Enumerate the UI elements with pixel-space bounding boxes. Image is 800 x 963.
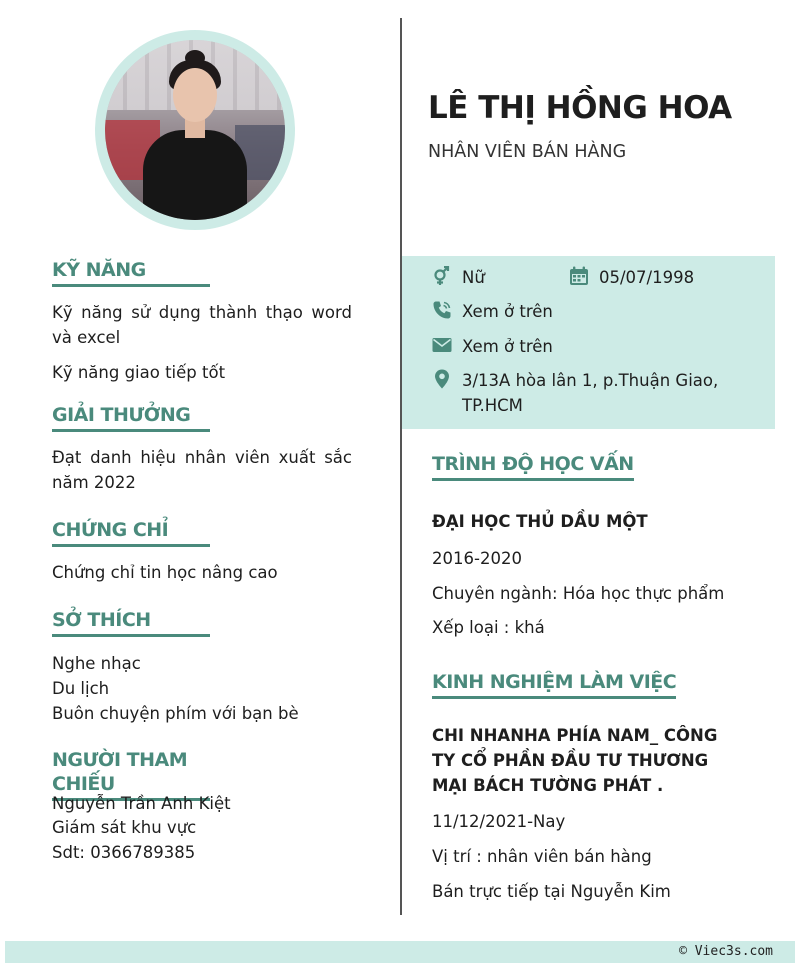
calendar-icon bbox=[569, 266, 589, 286]
avatar bbox=[105, 40, 285, 220]
location-icon bbox=[432, 369, 452, 389]
footer-bar bbox=[5, 941, 795, 963]
column-divider bbox=[400, 18, 402, 915]
references-heading: NGƯỜI THAM CHIẾU bbox=[52, 748, 210, 801]
company-name: CHI NHANHA PHÍA NAM_ CÔNG TY CỔ PHẦN ĐẦU TƯ THƯƠNG MẠI BÁCH TƯỜNG PHÁT . bbox=[432, 726, 718, 795]
gender-icon bbox=[432, 266, 452, 286]
skill-item: Kỹ năng sử dụng thành thạo word và excel bbox=[52, 303, 352, 347]
education-major: Chuyên ngành: Hóa học thực phẩm bbox=[432, 584, 725, 603]
hobby-item: Du lịch bbox=[52, 679, 110, 698]
hobby-item: Nghe nhạc bbox=[52, 654, 141, 673]
education-years: 2016-2020 bbox=[432, 549, 522, 568]
experience-position: Vị trí : nhân viên bán hàng bbox=[432, 847, 652, 866]
reference-item: Giám sát khu vực bbox=[52, 818, 197, 837]
certificates-heading: CHỨNG CHỈ bbox=[52, 518, 210, 547]
reference-item: Nguyễn Trần Anh Kiệt bbox=[52, 794, 231, 813]
phone-icon bbox=[432, 300, 452, 320]
birthdate-value: 05/07/1998 bbox=[599, 268, 695, 287]
address-line1: 3/13A hòa lân 1, p.Thuận Giao, bbox=[462, 371, 719, 390]
watermark: © Viec3s.com bbox=[679, 944, 773, 959]
email-icon bbox=[432, 335, 452, 355]
education-heading: TRÌNH ĐỘ HỌC VẤN bbox=[432, 452, 634, 481]
skills-heading: KỸ NĂNG bbox=[52, 258, 210, 287]
reference-item: Sdt: 0366789385 bbox=[52, 843, 196, 862]
school-name: ĐẠI HỌC THỦ DẦU MỘT bbox=[432, 512, 648, 531]
hobby-item: Buôn chuyện phím với bạn bè bbox=[52, 704, 299, 723]
address-line2: TP.HCM bbox=[462, 396, 523, 415]
certificate-item: Chứng chỉ tin học nâng cao bbox=[52, 563, 278, 582]
award-item: Đạt danh hiệu nhân viên xuất sắc năm 2022 bbox=[52, 448, 352, 492]
skill-item: Kỹ năng giao tiếp tốt bbox=[52, 363, 226, 382]
phone-value: Xem ở trên bbox=[462, 302, 553, 321]
gender-value: Nữ bbox=[462, 268, 485, 287]
experience-heading: KINH NGHIỆM LÀM VIỆC bbox=[432, 670, 676, 699]
education-grade: Xếp loại : khá bbox=[432, 618, 545, 637]
hobbies-heading: SỞ THÍCH bbox=[52, 608, 210, 637]
email-value: Xem ở trên bbox=[462, 337, 553, 356]
candidate-name: LÊ THỊ HỒNG HOA bbox=[428, 90, 732, 126]
experience-description: Bán trực tiếp tại Nguyễn Kim bbox=[432, 882, 671, 901]
avatar-ring bbox=[95, 30, 295, 230]
awards-heading: GIẢI THƯỞNG bbox=[52, 403, 210, 432]
experience-period: 11/12/2021-Nay bbox=[432, 812, 566, 831]
contact-panel bbox=[402, 256, 775, 429]
candidate-title: NHÂN VIÊN BÁN HÀNG bbox=[428, 142, 627, 162]
